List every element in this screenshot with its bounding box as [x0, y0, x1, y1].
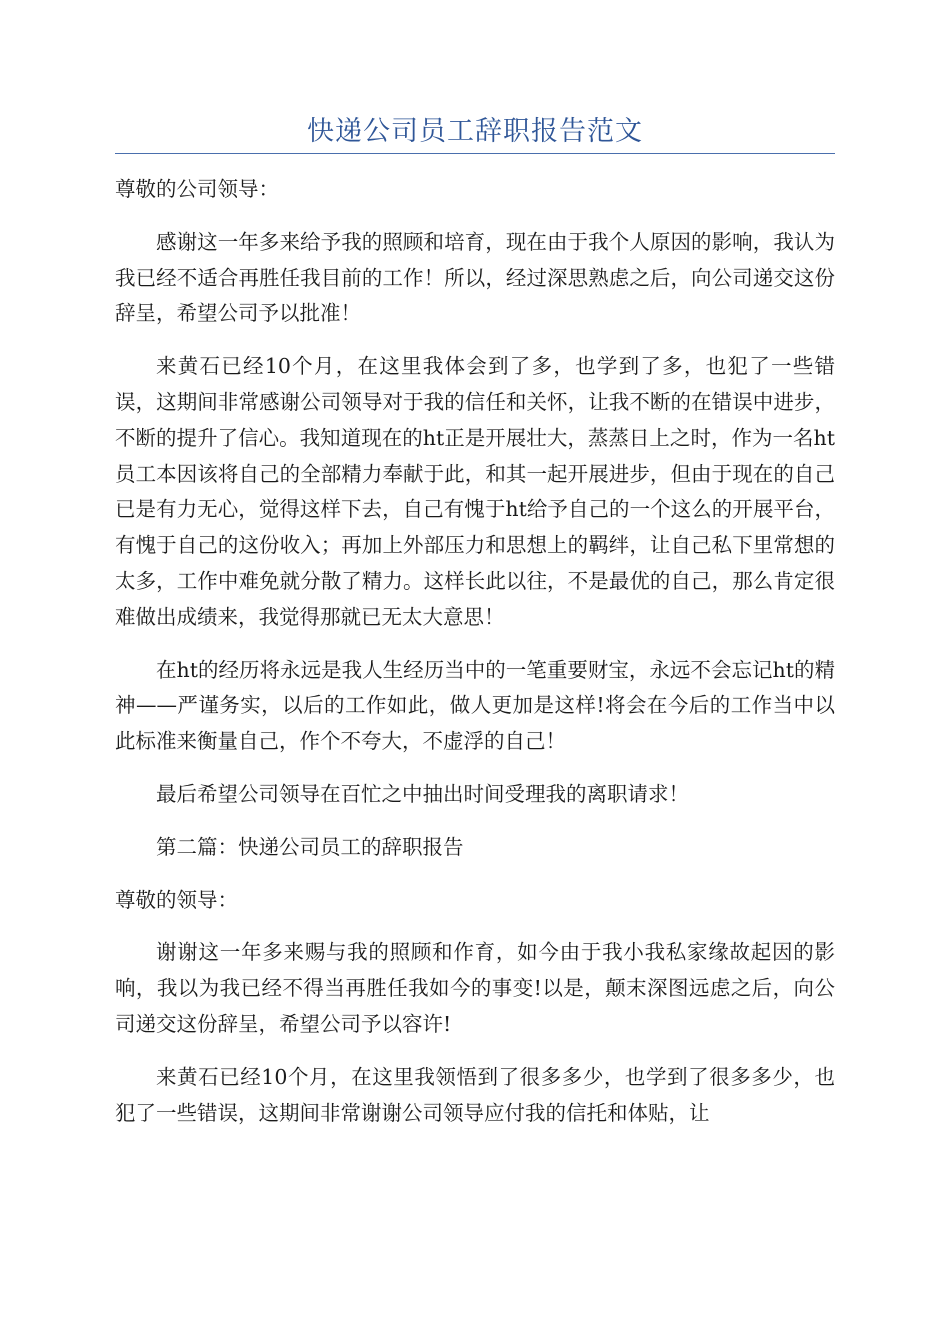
body-paragraph: 最后希望公司领导在百忙之中抽出时间受理我的离职请求！ [156, 781, 689, 806]
title-underline [115, 153, 835, 154]
body-paragraph: 谢谢这一年多来赐与我的照顾和作育，如今由于我小我私家缘故起因的影响，我以为我已经不得当再胜任我如今的事变!以是，颠末深图远虑之后，向公司递交这份辞呈，希望公司予以容许! [115, 940, 835, 1036]
body-paragraph: 感谢这一年多来给予我的照顾和培育，现在由于我个人原因的影响，我认为我已经不适合再胜任我目前的工作！所以，经过深思熟虑之后，向公司递交这份辞呈，希望公司予以批准！ [115, 229, 835, 326]
body-paragraph: 来黄石已经10个月，在这里我领悟到了很多多少，也学到了很多多少，也犯了一些错误，这期间非常谢谢公司领导应付我的信托和体贴，让 [115, 1064, 835, 1125]
salutation: 尊敬的公司领导： [115, 177, 279, 201]
document-title: 快递公司员工辞职报告范文 [307, 116, 643, 147]
salutation: 尊敬的领导： [115, 887, 238, 912]
body-paragraph: 在ht的经历将永远是我人生经历当中的一笔重要财宝，永远不会忘记ht的精神——严谨务实，以后的工作如此，做人更加是这样!将会在今后的工作当中以此标准来衡量自己，作个不夸大，不虚浮的自己！ [115, 657, 835, 754]
section-heading: 第二篇：快递公司员工的辞职报告 [156, 834, 464, 859]
document-body [115, 172, 835, 1148]
body-paragraph: 来黄石已经10个月，在这里我体会到了多，也学到了多，也犯了一些错误，这期间非常感谢公司领导对于我的信任和关怀，让我不断的在错误中进步，不断的提升了信心。我知道现在的ht正是开展壮大，蒸蒸日上之时，作为一名ht员工本因该将自己的全部精力奉献于此，和其一起开展进步，但由于现在的自己已是有力无心，觉得这样下去，自己有愧于ht给予自己的一个这么的开展平台，有愧于自己的这份收入；再加上外部压力和思想上的羁绊，让自己私下里常想的太多，工作中难免就分散了精力。这样长此以往，不是最优的自己，那么肯定很难做出成绩来，我觉得那就已无太大意思！ [115, 354, 835, 629]
